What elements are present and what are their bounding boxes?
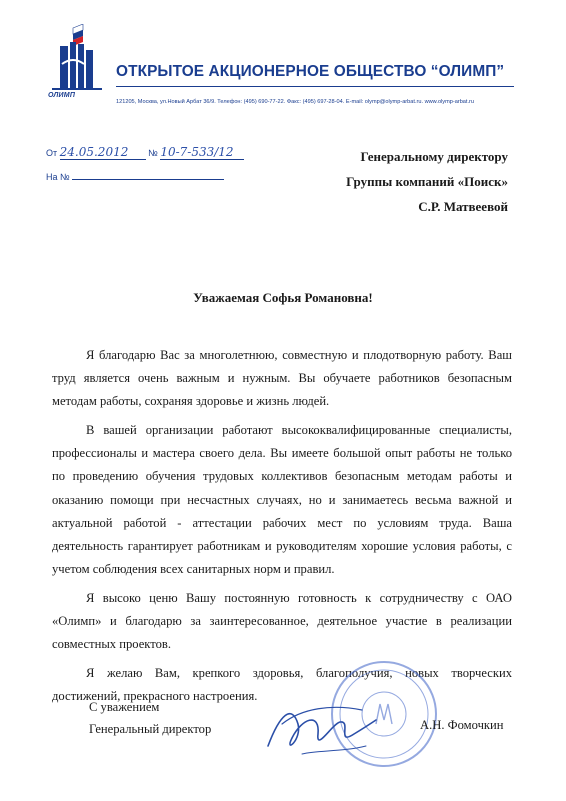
addressee-position: Генеральному директору <box>360 149 508 164</box>
reply-reference <box>46 169 224 182</box>
body-paragraph-2: В вашей организации работают высококвалифицированные специалисты, профессионалы и мастера своего дела. Вы имеете большой опыт работы не только по проведению обучения трудовых коллективов безопасным методам работы и оказанию помощи при несчастных случаях, но и занимаетесь весьма важной и актуальной работой - аттестации рабочих мест по условиям труда. Ваша деятельность гарантирует работникам и руководителям хорошие условия работы, с учетом соблюдения всех санитарных норм и правил. <box>52 423 512 576</box>
number-field <box>160 145 244 160</box>
addressee-name: С.Р. Матвеевой <box>418 199 508 214</box>
addressee-block <box>346 144 508 219</box>
olymp-logo-icon <box>46 24 108 98</box>
outgoing-reference <box>46 145 244 160</box>
body-paragraph-3: Я высоко ценю Вашу постоянную готовность к сотрудничеству с ОАО «Олимп» и благодарю за заинтересованное, деятельное участие в реализации совместных проектов. <box>52 590 512 652</box>
handwritten-number: 10-7-533/12 <box>160 145 234 159</box>
closing-regards: С уважением <box>89 700 160 714</box>
from-label: От <box>46 148 58 158</box>
closing-position: Генеральный директор <box>89 722 212 736</box>
salutation: Уважаемая Софья Романовна! <box>193 290 373 305</box>
number-label: № <box>148 148 158 158</box>
addressee-company: Группы компаний «Поиск» <box>346 174 508 189</box>
logo-caption: ОЛИМП <box>48 92 76 99</box>
company-name: ОТКРЫТОЕ АКЦИОНЕРНОЕ ОБЩЕСТВО “ОЛИМП” <box>116 63 505 80</box>
letter-body <box>52 344 512 714</box>
reply-label: На № <box>46 172 70 182</box>
body-paragraph-1: Я благодарю Вас за многолетнюю, совместную и плодотворную работу. Ваш труд является очень важным и нужным. Вы обучаете работников безопасным методам работы, сохраняя здоровье и жизнь людей. <box>52 348 512 409</box>
body-paragraph-4: Я желаю Вам, крепкого здоровья, благополучия, новых творческих достижений, прекрасного настроения. <box>52 666 512 704</box>
closing-block <box>89 696 211 740</box>
date-field <box>60 145 146 160</box>
handwritten-date: 24.05.2012 <box>59 145 129 159</box>
letterhead-divider <box>116 86 514 87</box>
signer-name: А.Н. Фомочкин <box>420 718 504 732</box>
reply-number-field <box>72 169 224 180</box>
handwritten-signature-icon <box>262 694 380 764</box>
company-address: 121205, Москва, ул.Новый Арбат 36/9. Телефон: (495) 690-77-22. Факс: (495) 697-28-04. E-mail: olymp@olymp-arbat.ru. www.olymp-arbat.ru <box>116 99 475 105</box>
